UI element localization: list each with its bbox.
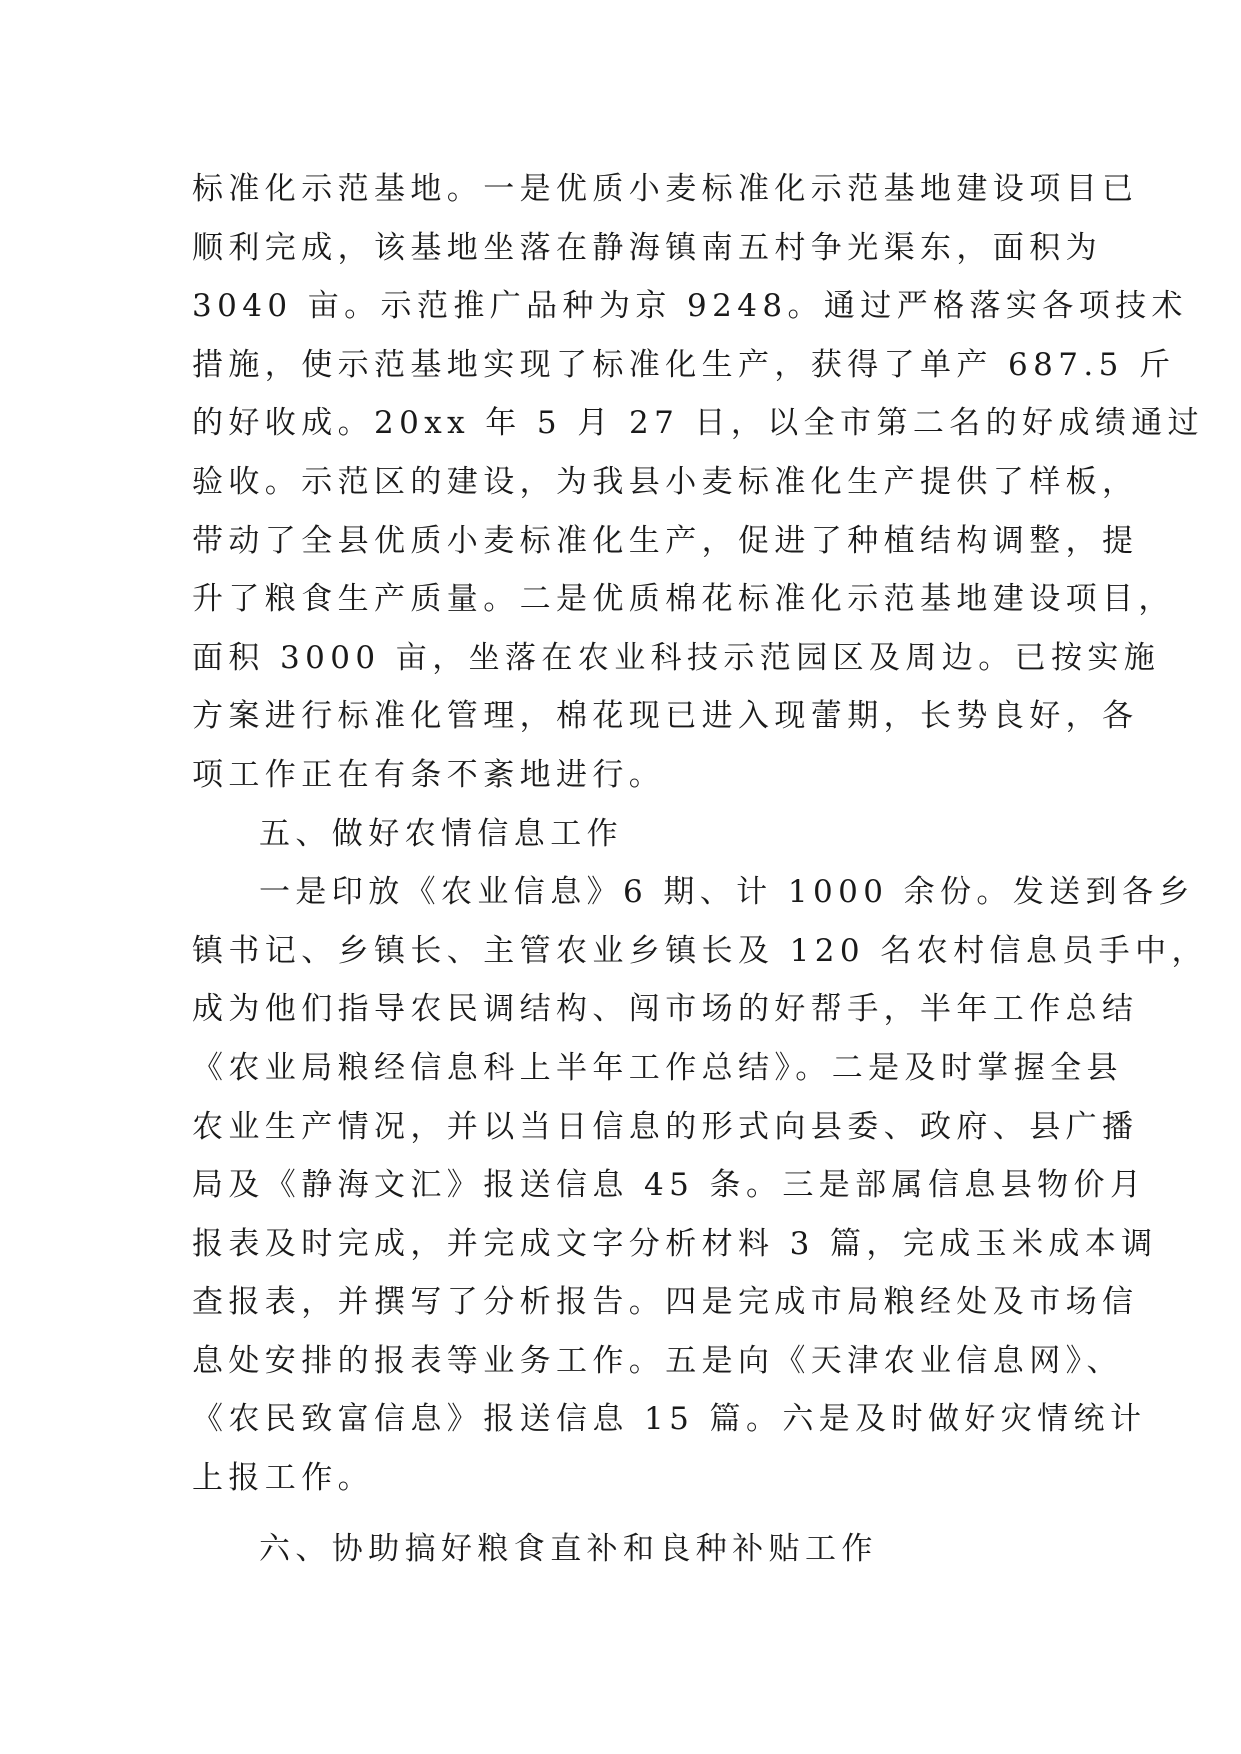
- paragraph-line: 《农民致富信息》报送信息 15 篇。六是及时做好灾情统计: [192, 1401, 1147, 1438]
- paragraph-line: 面积 3000 亩，坐落在农业科技示范园区及周边。已按实施: [192, 639, 1161, 676]
- paragraph-line: 标准化示范基地。一是优质小麦标准化示范基地建设项目已: [192, 171, 1139, 207]
- paragraph-line: 报表及时完成，并完成文字分析材料 3 篇，完成玉米成本调: [192, 1225, 1158, 1262]
- paragraph-line: 一是印放《农业信息》6 期、计 1000 余份。发送到各乡: [259, 874, 1195, 911]
- section-heading: 五、做好农情信息工作: [259, 815, 623, 852]
- document-body: [192, 160, 1208, 1578]
- paragraph-line: 方案进行标准化管理，棉花现已进入现蕾期，长势良好，各: [192, 698, 1139, 735]
- paragraph-line: 3040 亩。示范推广品种为京 9248。通过严格落实各项技术: [192, 288, 1188, 325]
- paragraph-line: 镇书记、乡镇长、主管农业乡镇长及 120 名农村信息员手中，: [192, 932, 1208, 969]
- paragraph-line: 带动了全县优质小麦标准化生产，促进了种植结构调整，提: [192, 522, 1139, 559]
- paragraph-line: 成为他们指导农民调结构、闯市场的好帮手，半年工作总结: [192, 991, 1139, 1028]
- paragraph-line: 措施，使示范基地实现了标准化生产，获得了单产 687.5 斤: [192, 346, 1176, 383]
- paragraph-line: 上报工作。: [192, 1460, 374, 1497]
- section-heading: 六、协助搞好粮食直补和良种补贴工作: [259, 1530, 878, 1567]
- paragraph-line: 验收。示范区的建设，为我县小麦标准化生产提供了样板，: [192, 463, 1139, 500]
- paragraph-line: 农业生产情况，并以当日信息的形式向县委、政府、县广播: [192, 1108, 1139, 1145]
- paragraph-line: 升了粮食生产质量。二是优质棉花标准化示范基地建设项目，: [192, 581, 1175, 618]
- paragraph-line: 查报表，并撰写了分析报告。四是完成市局粮经处及市场信: [192, 1284, 1139, 1321]
- paragraph-line: 息处安排的报表等业务工作。五是向《天津农业信息网》、: [192, 1342, 1123, 1379]
- paragraph-line: 项工作正在有条不紊地进行。: [192, 756, 666, 793]
- paragraph-line: 局及《静海文汇》报送信息 45 条。三是部属信息县物价月: [192, 1167, 1147, 1204]
- paragraph-line: 《农业局粮经信息科上半年工作总结》。二是及时掌握全县: [192, 1049, 1123, 1086]
- paragraph-line: 的好收成。20xx 年 5 月 27 日，以全市第二名的好成绩通过: [192, 405, 1205, 442]
- paragraph-line: 顺利完成，该基地坐落在静海镇南五村争光渠东，面积为: [192, 229, 1102, 266]
